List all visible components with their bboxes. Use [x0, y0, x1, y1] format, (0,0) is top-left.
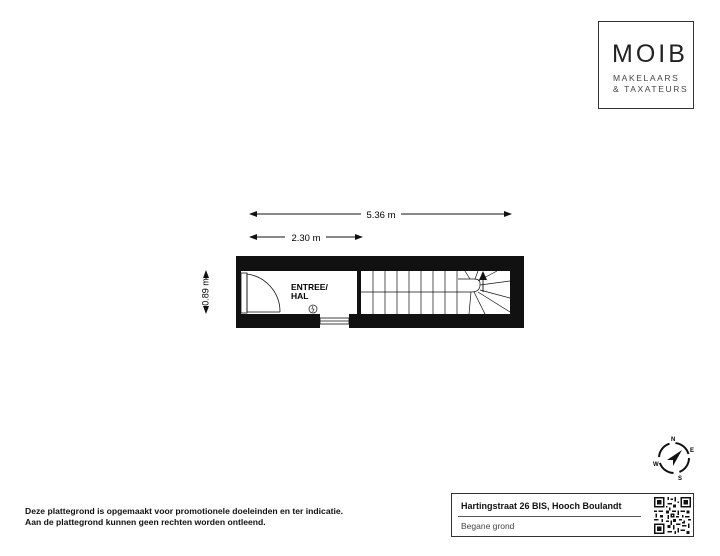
logo-wordmark: MOIB: [612, 40, 688, 68]
compass-icon: [653, 437, 694, 482]
compass-west: W: [653, 462, 659, 468]
dimension-partial-length: [250, 233, 362, 244]
qr-code-icon: [654, 497, 691, 534]
dimension-width: [200, 271, 210, 313]
dimension-total-label: 5.36 m: [366, 210, 396, 221]
floor-name: Begane grond: [461, 521, 515, 531]
dimension-partial-label: 2.30 m: [291, 233, 321, 244]
room-label-line2: HAL: [291, 291, 309, 301]
staircase: [361, 271, 510, 314]
logo-tagline-line2: & TAXATEURS: [613, 84, 689, 94]
disclaimer-line1: Deze plattegrond is opgemaakt voor promotionele doeleinden en ter indicatie.: [25, 506, 344, 516]
logo-tagline-line1: MAKELAARS: [613, 73, 680, 83]
compass-north: N: [671, 437, 676, 443]
front-door: [241, 273, 280, 313]
compass-east: E: [690, 448, 695, 454]
room-label-line1: ENTREE/: [291, 282, 328, 292]
meter-icon: [309, 305, 317, 313]
disclaimer-line2: Aan de plattegrond kunnen geen rechten worden ontleend.: [25, 517, 266, 527]
info-divider: [458, 516, 641, 517]
property-info-box: [451, 493, 694, 537]
window-opening: [320, 318, 349, 324]
dimension-total-length: [250, 210, 511, 221]
dimension-width-label: 0.89 m: [200, 278, 211, 306]
property-address: Hartingstraat 26 BIS, Hooch Boulandt: [461, 501, 622, 511]
disclaimer: [25, 506, 343, 528]
compass-south: S: [678, 476, 683, 482]
